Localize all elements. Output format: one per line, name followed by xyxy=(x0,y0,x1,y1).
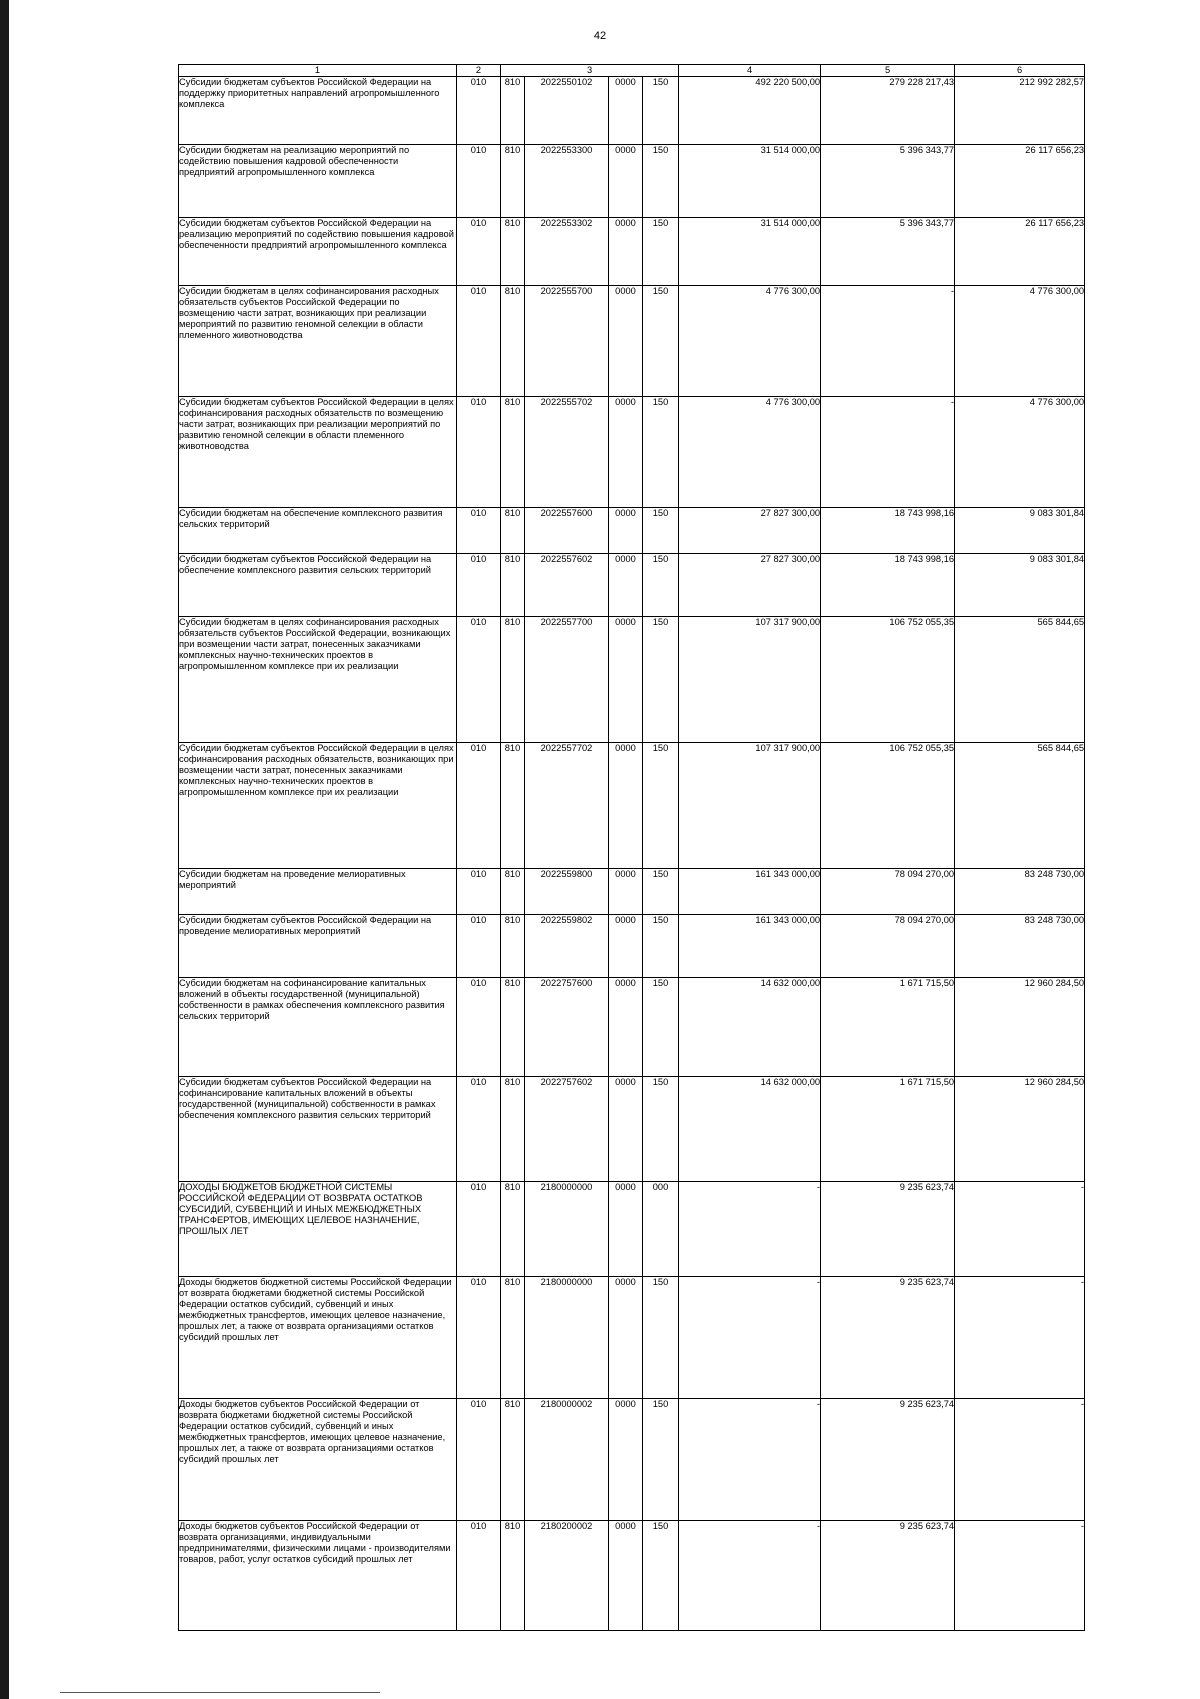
value-col-4: - xyxy=(679,1399,821,1521)
code-d: 150 xyxy=(643,978,679,1077)
value-col-4: 31 514 000,00 xyxy=(679,218,821,286)
value-col-4: - xyxy=(679,1521,821,1631)
code-a: 810 xyxy=(501,869,525,915)
table-row xyxy=(179,915,1085,978)
admin-code: 010 xyxy=(457,145,501,218)
table-row xyxy=(179,1182,1085,1277)
table-row xyxy=(179,397,1085,508)
code-c: 0000 xyxy=(609,1277,643,1399)
value-col-4: 27 827 300,00 xyxy=(679,554,821,617)
value-col-6: - xyxy=(955,1182,1085,1277)
code-d: 150 xyxy=(643,1521,679,1631)
table-row xyxy=(179,218,1085,286)
admin-code: 010 xyxy=(457,869,501,915)
value-col-5: 18 743 998,16 xyxy=(821,508,955,554)
code-d: 150 xyxy=(643,218,679,286)
code-d: 150 xyxy=(643,1277,679,1399)
code-c: 0000 xyxy=(609,286,643,397)
code-b: 2022553300 xyxy=(525,145,609,218)
admin-code: 010 xyxy=(457,508,501,554)
code-b: 2022557600 xyxy=(525,508,609,554)
code-b: 2022555702 xyxy=(525,397,609,508)
value-col-4: 14 632 000,00 xyxy=(679,978,821,1077)
value-col-6: 12 960 284,50 xyxy=(955,978,1085,1077)
admin-code: 010 xyxy=(457,77,501,145)
row-description: Доходы бюджетов субъектов Российской Федерации от возврата организациями, индивидуальными предпринимателями, физическими лицами - производителями товаров, работ, услуг остатков субсидий прошлых лет xyxy=(179,1521,457,1631)
value-col-5: 106 752 055,35 xyxy=(821,743,955,869)
code-a: 810 xyxy=(501,1077,525,1182)
header-row xyxy=(179,65,1085,77)
code-c: 0000 xyxy=(609,77,643,145)
header-col-2: 2 xyxy=(457,65,501,77)
value-col-6: 9 083 301,84 xyxy=(955,554,1085,617)
code-b: 2022550102 xyxy=(525,77,609,145)
row-description: Субсидии бюджетам на софинансирование капитальных вложений в объекты государственной (муниципальной) собственности в рамках обеспечения комплексного развития сельских территорий xyxy=(179,978,457,1077)
table-row xyxy=(179,1521,1085,1631)
value-col-6: - xyxy=(955,1521,1085,1631)
code-b: 2180000000 xyxy=(525,1182,609,1277)
value-col-6: 565 844,65 xyxy=(955,743,1085,869)
value-col-6: 12 960 284,50 xyxy=(955,1077,1085,1182)
budget-table xyxy=(178,64,1085,1631)
code-b: 2022559800 xyxy=(525,869,609,915)
admin-code: 010 xyxy=(457,397,501,508)
row-description: Субсидии бюджетам субъектов Российской Федерации на обеспечение комплексного развития сельских территорий xyxy=(179,554,457,617)
row-description: Субсидии бюджетам в целях софинансирования расходных обязательств субъектов Российской Федерации, возникающих при возмещении части затрат, понесенных заказчиками комплексных научно-технических проектов в агропромышленном комплексе при их реализации xyxy=(179,617,457,743)
admin-code: 010 xyxy=(457,1277,501,1399)
value-col-6: 26 117 656,23 xyxy=(955,145,1085,218)
code-c: 0000 xyxy=(609,869,643,915)
code-c: 0000 xyxy=(609,1521,643,1631)
code-d: 150 xyxy=(643,617,679,743)
table-row xyxy=(179,145,1085,218)
code-a: 810 xyxy=(501,743,525,869)
code-a: 810 xyxy=(501,508,525,554)
row-description: Субсидии бюджетам субъектов Российской Федерации на проведение мелиоративных мероприятий xyxy=(179,915,457,978)
admin-code: 010 xyxy=(457,743,501,869)
page-number: 42 xyxy=(593,30,607,42)
value-col-4: - xyxy=(679,1277,821,1399)
value-col-6: 9 083 301,84 xyxy=(955,508,1085,554)
value-col-6: 83 248 730,00 xyxy=(955,915,1085,978)
value-col-4: 31 514 000,00 xyxy=(679,145,821,218)
admin-code: 010 xyxy=(457,1182,501,1277)
code-c: 0000 xyxy=(609,397,643,508)
row-description: Субсидии бюджетам субъектов Российской Федерации на софинансирование капитальных вложений в объекты государственной (муниципальной) собственности в рамках обеспечения комплексного развития сельских территорий xyxy=(179,1077,457,1182)
row-description: Субсидии бюджетам в целях софинансирования расходных обязательств субъектов Российской Федерации по возмещению части затрат, возникающих при реализации мероприятий по развитию геномной селекции в области племенного животноводства xyxy=(179,286,457,397)
table-row xyxy=(179,743,1085,869)
row-description: Субсидии бюджетам на реализацию мероприятий по содействию повышения кадровой обеспеченности предприятий агропромышленного комплекса xyxy=(179,145,457,218)
value-col-4: 27 827 300,00 xyxy=(679,508,821,554)
code-b: 2180000000 xyxy=(525,1277,609,1399)
code-d: 150 xyxy=(643,508,679,554)
value-col-6: - xyxy=(955,1399,1085,1521)
row-description: Субсидии бюджетам субъектов Российской Федерации в целях софинансирования расходных обязательств, возникающих при возмещении части затрат, понесенных заказчиками комплексных научно-технических проектов в агропромышленном комплексе при их реализации xyxy=(179,743,457,869)
table-row xyxy=(179,508,1085,554)
value-col-5: - xyxy=(821,397,955,508)
header-col-4: 4 xyxy=(679,65,821,77)
code-d: 150 xyxy=(643,743,679,869)
header-col-3: 3 xyxy=(501,65,679,77)
value-col-5: 18 743 998,16 xyxy=(821,554,955,617)
table-row xyxy=(179,978,1085,1077)
value-col-5: 9 235 623,74 xyxy=(821,1182,955,1277)
scan-edge-bar xyxy=(0,0,9,1699)
code-c: 0000 xyxy=(609,1182,643,1277)
code-d: 150 xyxy=(643,915,679,978)
header-col-6: 6 xyxy=(955,65,1085,77)
code-c: 0000 xyxy=(609,617,643,743)
header-col-1: 1 xyxy=(179,65,457,77)
value-col-6: 4 776 300,00 xyxy=(955,397,1085,508)
value-col-5: 279 228 217,43 xyxy=(821,77,955,145)
value-col-4: 4 776 300,00 xyxy=(679,286,821,397)
code-c: 0000 xyxy=(609,218,643,286)
code-d: 150 xyxy=(643,869,679,915)
code-a: 810 xyxy=(501,397,525,508)
code-a: 810 xyxy=(501,554,525,617)
code-b: 2022757602 xyxy=(525,1077,609,1182)
row-description: ДОХОДЫ БЮДЖЕТОВ БЮДЖЕТНОЙ СИСТЕМЫ РОССИЙСКОЙ ФЕДЕРАЦИИ ОТ ВОЗВРАТА ОСТАТКОВ СУБСИДИЙ, СУБВЕНЦИЙ И ИНЫХ МЕЖБЮДЖЕТНЫХ ТРАНСФЕРТОВ, ИМЕЮЩИХ ЦЕЛЕВОЕ НАЗНАЧЕНИЕ, ПРОШЛЫХ ЛЕТ xyxy=(179,1182,457,1277)
value-col-5: 5 396 343,77 xyxy=(821,145,955,218)
code-a: 810 xyxy=(501,978,525,1077)
value-col-4: 107 317 900,00 xyxy=(679,743,821,869)
value-col-4: 161 343 000,00 xyxy=(679,869,821,915)
code-c: 0000 xyxy=(609,145,643,218)
value-col-5: 9 235 623,74 xyxy=(821,1521,955,1631)
code-a: 810 xyxy=(501,77,525,145)
code-a: 810 xyxy=(501,1399,525,1521)
value-col-6: - xyxy=(955,1277,1085,1399)
code-b: 2022559802 xyxy=(525,915,609,978)
row-description: Субсидии бюджетам на проведение мелиоративных мероприятий xyxy=(179,869,457,915)
code-d: 150 xyxy=(643,286,679,397)
code-d: 150 xyxy=(643,554,679,617)
value-col-4: 161 343 000,00 xyxy=(679,915,821,978)
admin-code: 010 xyxy=(457,1399,501,1521)
value-col-5: 5 396 343,77 xyxy=(821,218,955,286)
code-a: 810 xyxy=(501,145,525,218)
code-a: 810 xyxy=(501,286,525,397)
value-col-5: 78 094 270,00 xyxy=(821,869,955,915)
header-col-5: 5 xyxy=(821,65,955,77)
table-body xyxy=(179,77,1085,1631)
value-col-6: 83 248 730,00 xyxy=(955,869,1085,915)
row-description: Доходы бюджетов субъектов Российской Федерации от возврата бюджетами бюджетной системы Российской Федерации остатков субсидий, субвенций и иных межбюджетных трансфертов, имеющих целевое назначение, прошлых лет, а также от возврата организациями остатков субсидий прошлых лет xyxy=(179,1399,457,1521)
value-col-5: 9 235 623,74 xyxy=(821,1399,955,1521)
table-row xyxy=(179,554,1085,617)
admin-code: 010 xyxy=(457,1521,501,1631)
code-a: 810 xyxy=(501,915,525,978)
admin-code: 010 xyxy=(457,617,501,743)
table-row xyxy=(179,1077,1085,1182)
value-col-4: 492 220 500,00 xyxy=(679,77,821,145)
value-col-6: 212 992 282,57 xyxy=(955,77,1085,145)
table-row xyxy=(179,77,1085,145)
row-description: Субсидии бюджетам субъектов Российской Федерации на реализацию мероприятий по содействию повышения кадровой обеспеченности предприятий агропромышленного комплекса xyxy=(179,218,457,286)
table-row xyxy=(179,1277,1085,1399)
code-b: 2022557702 xyxy=(525,743,609,869)
code-a: 810 xyxy=(501,617,525,743)
scan-artifact-line xyxy=(60,1692,380,1693)
code-c: 0000 xyxy=(609,1399,643,1521)
value-col-5: 78 094 270,00 xyxy=(821,915,955,978)
admin-code: 010 xyxy=(457,218,501,286)
code-d: 150 xyxy=(643,397,679,508)
value-col-4: - xyxy=(679,1182,821,1277)
code-c: 0000 xyxy=(609,915,643,978)
table-row xyxy=(179,617,1085,743)
code-d: 000 xyxy=(643,1182,679,1277)
code-b: 2180200002 xyxy=(525,1521,609,1631)
row-description: Субсидии бюджетам субъектов Российской Федерации на поддержку приоритетных направлений агропромышленного комплекса xyxy=(179,77,457,145)
admin-code: 010 xyxy=(457,1077,501,1182)
code-c: 0000 xyxy=(609,554,643,617)
value-col-6: 4 776 300,00 xyxy=(955,286,1085,397)
code-c: 0000 xyxy=(609,508,643,554)
code-a: 810 xyxy=(501,1521,525,1631)
admin-code: 010 xyxy=(457,286,501,397)
value-col-5: 1 671 715,50 xyxy=(821,978,955,1077)
row-description: Доходы бюджетов бюджетной системы Российской Федерации от возврата бюджетами бюджетной системы Российской Федерации остатков субсидий, субвенций и иных межбюджетных трансфертов, имеющих целевое назначение, прошлых лет, а также от возврата организациями остатков субсидий прошлых лет xyxy=(179,1277,457,1399)
value-col-4: 107 317 900,00 xyxy=(679,617,821,743)
code-d: 150 xyxy=(643,1077,679,1182)
value-col-5: 106 752 055,35 xyxy=(821,617,955,743)
code-b: 2022553302 xyxy=(525,218,609,286)
code-b: 2022557700 xyxy=(525,617,609,743)
table-row xyxy=(179,869,1085,915)
code-d: 150 xyxy=(643,1399,679,1521)
value-col-6: 26 117 656,23 xyxy=(955,218,1085,286)
admin-code: 010 xyxy=(457,554,501,617)
code-c: 0000 xyxy=(609,978,643,1077)
code-d: 150 xyxy=(643,145,679,218)
code-c: 0000 xyxy=(609,743,643,869)
row-description: Субсидии бюджетам на обеспечение комплексного развития сельских территорий xyxy=(179,508,457,554)
admin-code: 010 xyxy=(457,978,501,1077)
code-b: 2022757600 xyxy=(525,978,609,1077)
code-b: 2180000002 xyxy=(525,1399,609,1521)
value-col-5: - xyxy=(821,286,955,397)
code-d: 150 xyxy=(643,77,679,145)
value-col-4: 14 632 000,00 xyxy=(679,1077,821,1182)
code-b: 2022557602 xyxy=(525,554,609,617)
value-col-5: 1 671 715,50 xyxy=(821,1077,955,1182)
admin-code: 010 xyxy=(457,915,501,978)
value-col-4: 4 776 300,00 xyxy=(679,397,821,508)
value-col-6: 565 844,65 xyxy=(955,617,1085,743)
code-a: 810 xyxy=(501,1182,525,1277)
code-b: 2022555700 xyxy=(525,286,609,397)
code-a: 810 xyxy=(501,218,525,286)
table-row xyxy=(179,1399,1085,1521)
code-a: 810 xyxy=(501,1277,525,1399)
row-description: Субсидии бюджетам субъектов Российской Федерации в целях софинансирования расходных обязательств по возмещению части затрат, возникающих при реализации мероприятий по развитию геномной селекции в области племенного животноводства xyxy=(179,397,457,508)
value-col-5: 9 235 623,74 xyxy=(821,1277,955,1399)
code-c: 0000 xyxy=(609,1077,643,1182)
table-row xyxy=(179,286,1085,397)
